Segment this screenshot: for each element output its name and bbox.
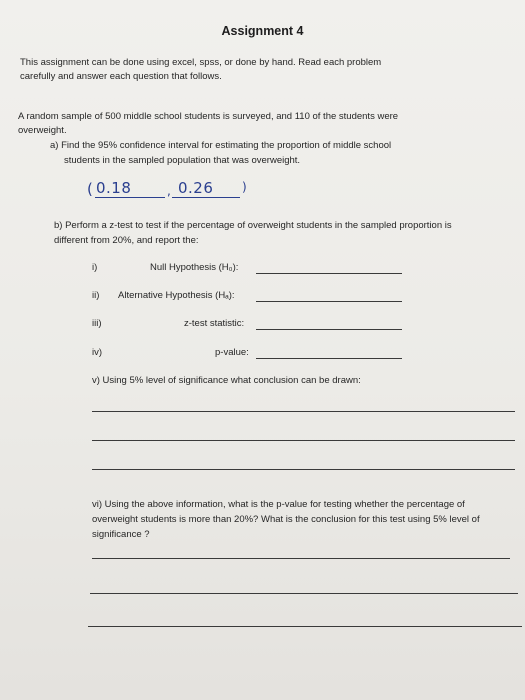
null-hypothesis-answer-line — [256, 273, 402, 274]
conclusion-answer-line-2 — [92, 440, 515, 441]
problem-line-2: overweight. — [18, 125, 67, 136]
item-iii-number: iii) — [92, 318, 102, 329]
ci-open-paren: ( — [87, 180, 94, 198]
p-value-answer-line — [256, 358, 402, 359]
conclusion-answer-line-1 — [92, 411, 515, 412]
problem-line-1: A random sample of 500 middle school students is surveyed, and 110 of the students were — [18, 111, 399, 122]
ci-lower-value: 0.18 — [96, 179, 132, 197]
null-hypothesis-label: Null Hypothesis (H₀): — [150, 262, 239, 273]
ci-close-paren: ) — [242, 180, 248, 194]
ci-upper-underline — [172, 197, 240, 198]
conclusion-answer-line-3 — [92, 469, 515, 470]
part-a-line-1: a) Find the 95% confidence interval for estimating the proportion of middle school — [50, 140, 392, 151]
item-v-question: v) Using 5% level of significance what conclusion can be drawn: — [92, 375, 361, 386]
item-i-number: i) — [92, 262, 98, 273]
page-title: Assignment 4 — [221, 24, 304, 38]
z-test-statistic-answer-line — [256, 329, 402, 330]
vi-answer-line-3 — [88, 626, 522, 627]
p-value-label: p-value: — [215, 347, 249, 358]
z-test-statistic-label: z-test statistic: — [184, 318, 245, 329]
intro-line-1: This assignment can be done using excel, spss, or done by hand. Read each problem — [20, 57, 382, 68]
ci-lower-underline — [95, 197, 165, 198]
part-a-line-2: students in the sampled population that was overweight. — [64, 155, 301, 166]
item-vi-line-1: vi) Using the above information, what is the p-value for testing whether the percentage of — [92, 499, 465, 510]
vi-answer-line-2 — [90, 593, 518, 594]
vi-answer-line-1 — [92, 558, 510, 559]
alternative-hypothesis-label: Alternative Hypothesis (Hₐ): — [118, 290, 235, 301]
part-b-line-2: different from 20%, and report the: — [54, 235, 199, 246]
item-vi-line-3: significance ? — [92, 529, 150, 540]
item-ii-number: ii) — [92, 290, 100, 301]
item-iv-number: iv) — [92, 347, 103, 358]
part-b-line-1: b) Perform a z-test to test if the percentage of overweight students in the sampled proportion is — [54, 220, 452, 231]
intro-line-2: carefully and answer each question that follows. — [20, 71, 222, 82]
ci-upper-value: 0.26 — [178, 179, 214, 197]
alternative-hypothesis-answer-line — [256, 301, 402, 302]
ci-separator: , — [167, 184, 172, 198]
item-vi-line-2: overweight students is more than 20%? What is the conclusion for this test using 5% level of — [92, 514, 480, 525]
